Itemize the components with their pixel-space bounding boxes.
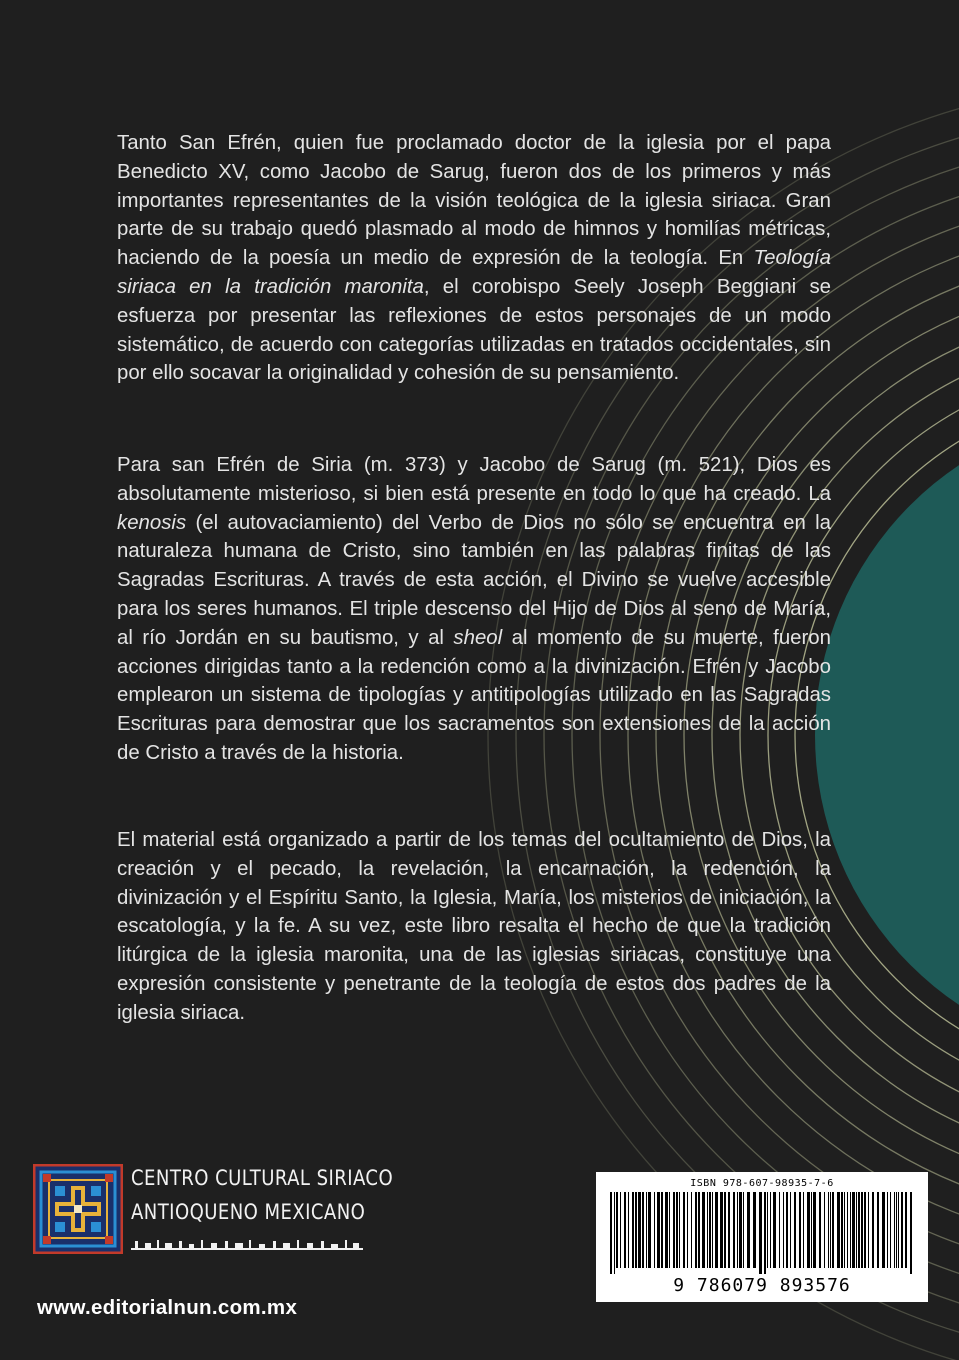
barcode-bar [683,1192,685,1268]
barcode-bar [654,1192,655,1268]
synopsis-paragraph-2: Para san Efrén de Siria (m. 373) y Jacobo de Sarug (m. 521), Dios es absolutamente misterioso, si bien está presente en todo lo que ha creado. La kenosis (el autovaciamiento) del Verbo de Dios no sólo se encuentra en la naturaleza humana de Cristo, sino también en las palabras finitas de las Sagradas Escrituras. A través de esta acción, el Divino se vuelve accesible para los seres humanos. El triple descenso del Hijo de Dios al seno de María, al río Jordán en su bautismo, y al sheol al momento de su muerte, fueron acciones dirigidas tanto a la redención como a la divinización. Efrén y Jacobo emplearon un sistema de tipologías y antitipologías utilizado en las Sagradas Escrituras para demostrar que los sacramentos son extensiones de la acción de Cristo a través de la historia. [117,454,831,764]
barcode-bar [783,1192,784,1268]
barcode-bar [648,1192,651,1268]
barcode-bar [646,1192,647,1268]
barcode-bar [759,1192,762,1274]
barcode-bar [628,1192,629,1268]
book-title: Teología siriaca en la tradición maronita [117,247,831,298]
isbn-label: ISBN 978-607-98935-7-6 [690,1178,834,1189]
barcode-bar [620,1192,621,1268]
barcode-bar [861,1192,863,1268]
barcode-bar [616,1192,618,1268]
barcode-bar [764,1192,766,1274]
barcode-bar [673,1192,675,1268]
sheol-term: sheol [453,626,503,649]
syriac-script-icon [131,1238,363,1254]
barcode-bar [828,1192,829,1268]
barcode-bar [642,1192,644,1268]
barcode-bar [819,1192,821,1268]
barcode-bar [747,1192,750,1268]
publisher-logo [33,1164,394,1264]
barcode-bar [850,1192,851,1268]
barcode-bar [896,1192,897,1268]
barcode-bar [794,1192,796,1268]
barcode-bar [733,1192,735,1268]
barcode-bar [676,1192,678,1268]
publisher-name-line-1: CENTRO CULTURAL SIRIACO [131,1166,394,1190]
barcode-bar [715,1192,718,1268]
barcode-bar [841,1192,843,1268]
barcode-bar [707,1192,708,1268]
barcode-bar [737,1192,738,1268]
barcode-bar [887,1192,888,1268]
barcode-bar [661,1192,663,1268]
barcode-bar [864,1192,866,1268]
barcode-bar [799,1192,801,1268]
barcode-digits: 9 786079 893576 [673,1275,851,1296]
barcode-bar [882,1192,885,1268]
kenosis-term: kenosis [117,511,187,534]
barcode-bar [807,1192,810,1268]
barcode-bar [824,1192,825,1268]
barcode-bar [665,1192,668,1268]
barcode-bar [779,1192,780,1268]
barcode-bar [679,1192,680,1268]
barcode-bar [811,1192,812,1268]
barcode-bar [614,1192,615,1274]
barcode-bar [739,1192,742,1268]
barcode-bar [767,1192,768,1268]
barcode-bar [847,1192,848,1268]
barcode-bar [844,1192,845,1268]
barcode-bar [632,1192,634,1268]
barcode-bar [773,1192,776,1268]
barcode-bar [856,1192,857,1268]
barcode-bar [743,1192,744,1268]
barcode-bar [691,1192,692,1268]
barcode-bar [669,1192,670,1268]
synopsis-paragraph-3: El material está organizado a partir de los temas del ocultamiento de Dios, la creación y el pecado, la revelación, la encarnación, la redención, la divinización y el Espíritu Santo, la Iglesia, María, los misterios de iniciación, la escatología, y la fe. A su vez, este libro resalta el hecho de que la tradición litúrgica de la iglesia maronita, una de las iglesias siriacas, constituye una expresión consistente y penetrante de la teología de estos dos padres de la iglesia siriaca. [117,829,831,1024]
barcode-bar [657,1192,660,1268]
barcode-bar [698,1192,700,1268]
barcode-bar [720,1192,723,1268]
isbn-barcode [596,1172,928,1302]
barcode-bar [709,1192,711,1268]
barcode-bar [638,1192,641,1268]
barcode-bar [890,1192,891,1268]
barcode-bar [813,1192,816,1268]
teal-disc [815,410,959,1060]
barcode-bar [687,1192,688,1268]
barcode-bar [724,1192,726,1268]
barcode-bar [753,1192,756,1268]
barcode-bar [830,1192,831,1268]
publisher-name-line-2: ANTIOQUENO MEXICANO [131,1200,366,1224]
barcode-bar [858,1192,860,1268]
synopsis-paragraph-1: Tanto San Efrén, quien fue proclamado doctor de la iglesia por el papa Benedicto XV, como Jacobo de Sarug, fueron dos de los primeros y más importantes representantes de la visión teológica de la iglesia siriaca. Gran parte de su trabajo quedó plasmado al modo de himnos y homilías métricas, haciendo de la poesía un medio de expresión de la teología. En Teología siriaca en la tradición maronita, el corobispo Seely Joseph Beggiani se esfuerza por presentar las reflexiones de estos personajes de un modo sistemático, de acuerdo con categorías utilizadas en tratados occidentales, sin por ello socavar la originalidad y cohesión de su pensamiento. [117,132,831,385]
barcode-bar [790,1192,791,1268]
barcode-bar [868,1192,869,1268]
barcode-bar [624,1192,626,1268]
barcode-bar [905,1192,907,1268]
barcode-bar [910,1192,912,1274]
barcode-bar [712,1192,713,1268]
barcode-bar [901,1192,903,1268]
publisher-website[interactable]: www.editorialnun.com.mx [37,1296,298,1319]
barcode-bar [695,1192,697,1268]
barcode-bar [702,1192,705,1268]
syriac-knot-emblem-icon [33,1164,123,1254]
barcode-bar [877,1192,879,1268]
barcode-bar [872,1192,874,1268]
barcode-bar [898,1192,899,1268]
barcode-bar [852,1192,855,1268]
barcode-bar [837,1192,840,1268]
barcode-bar [786,1192,788,1268]
barcode-bar [728,1192,730,1268]
barcode-bar [635,1192,637,1268]
barcode-bar [610,1192,612,1274]
ean13-barcode-icon [602,1192,922,1274]
barcode-bar [803,1192,804,1268]
barcode-bar [894,1192,895,1268]
barcode-bar [770,1192,771,1268]
barcode-bar [832,1192,834,1268]
